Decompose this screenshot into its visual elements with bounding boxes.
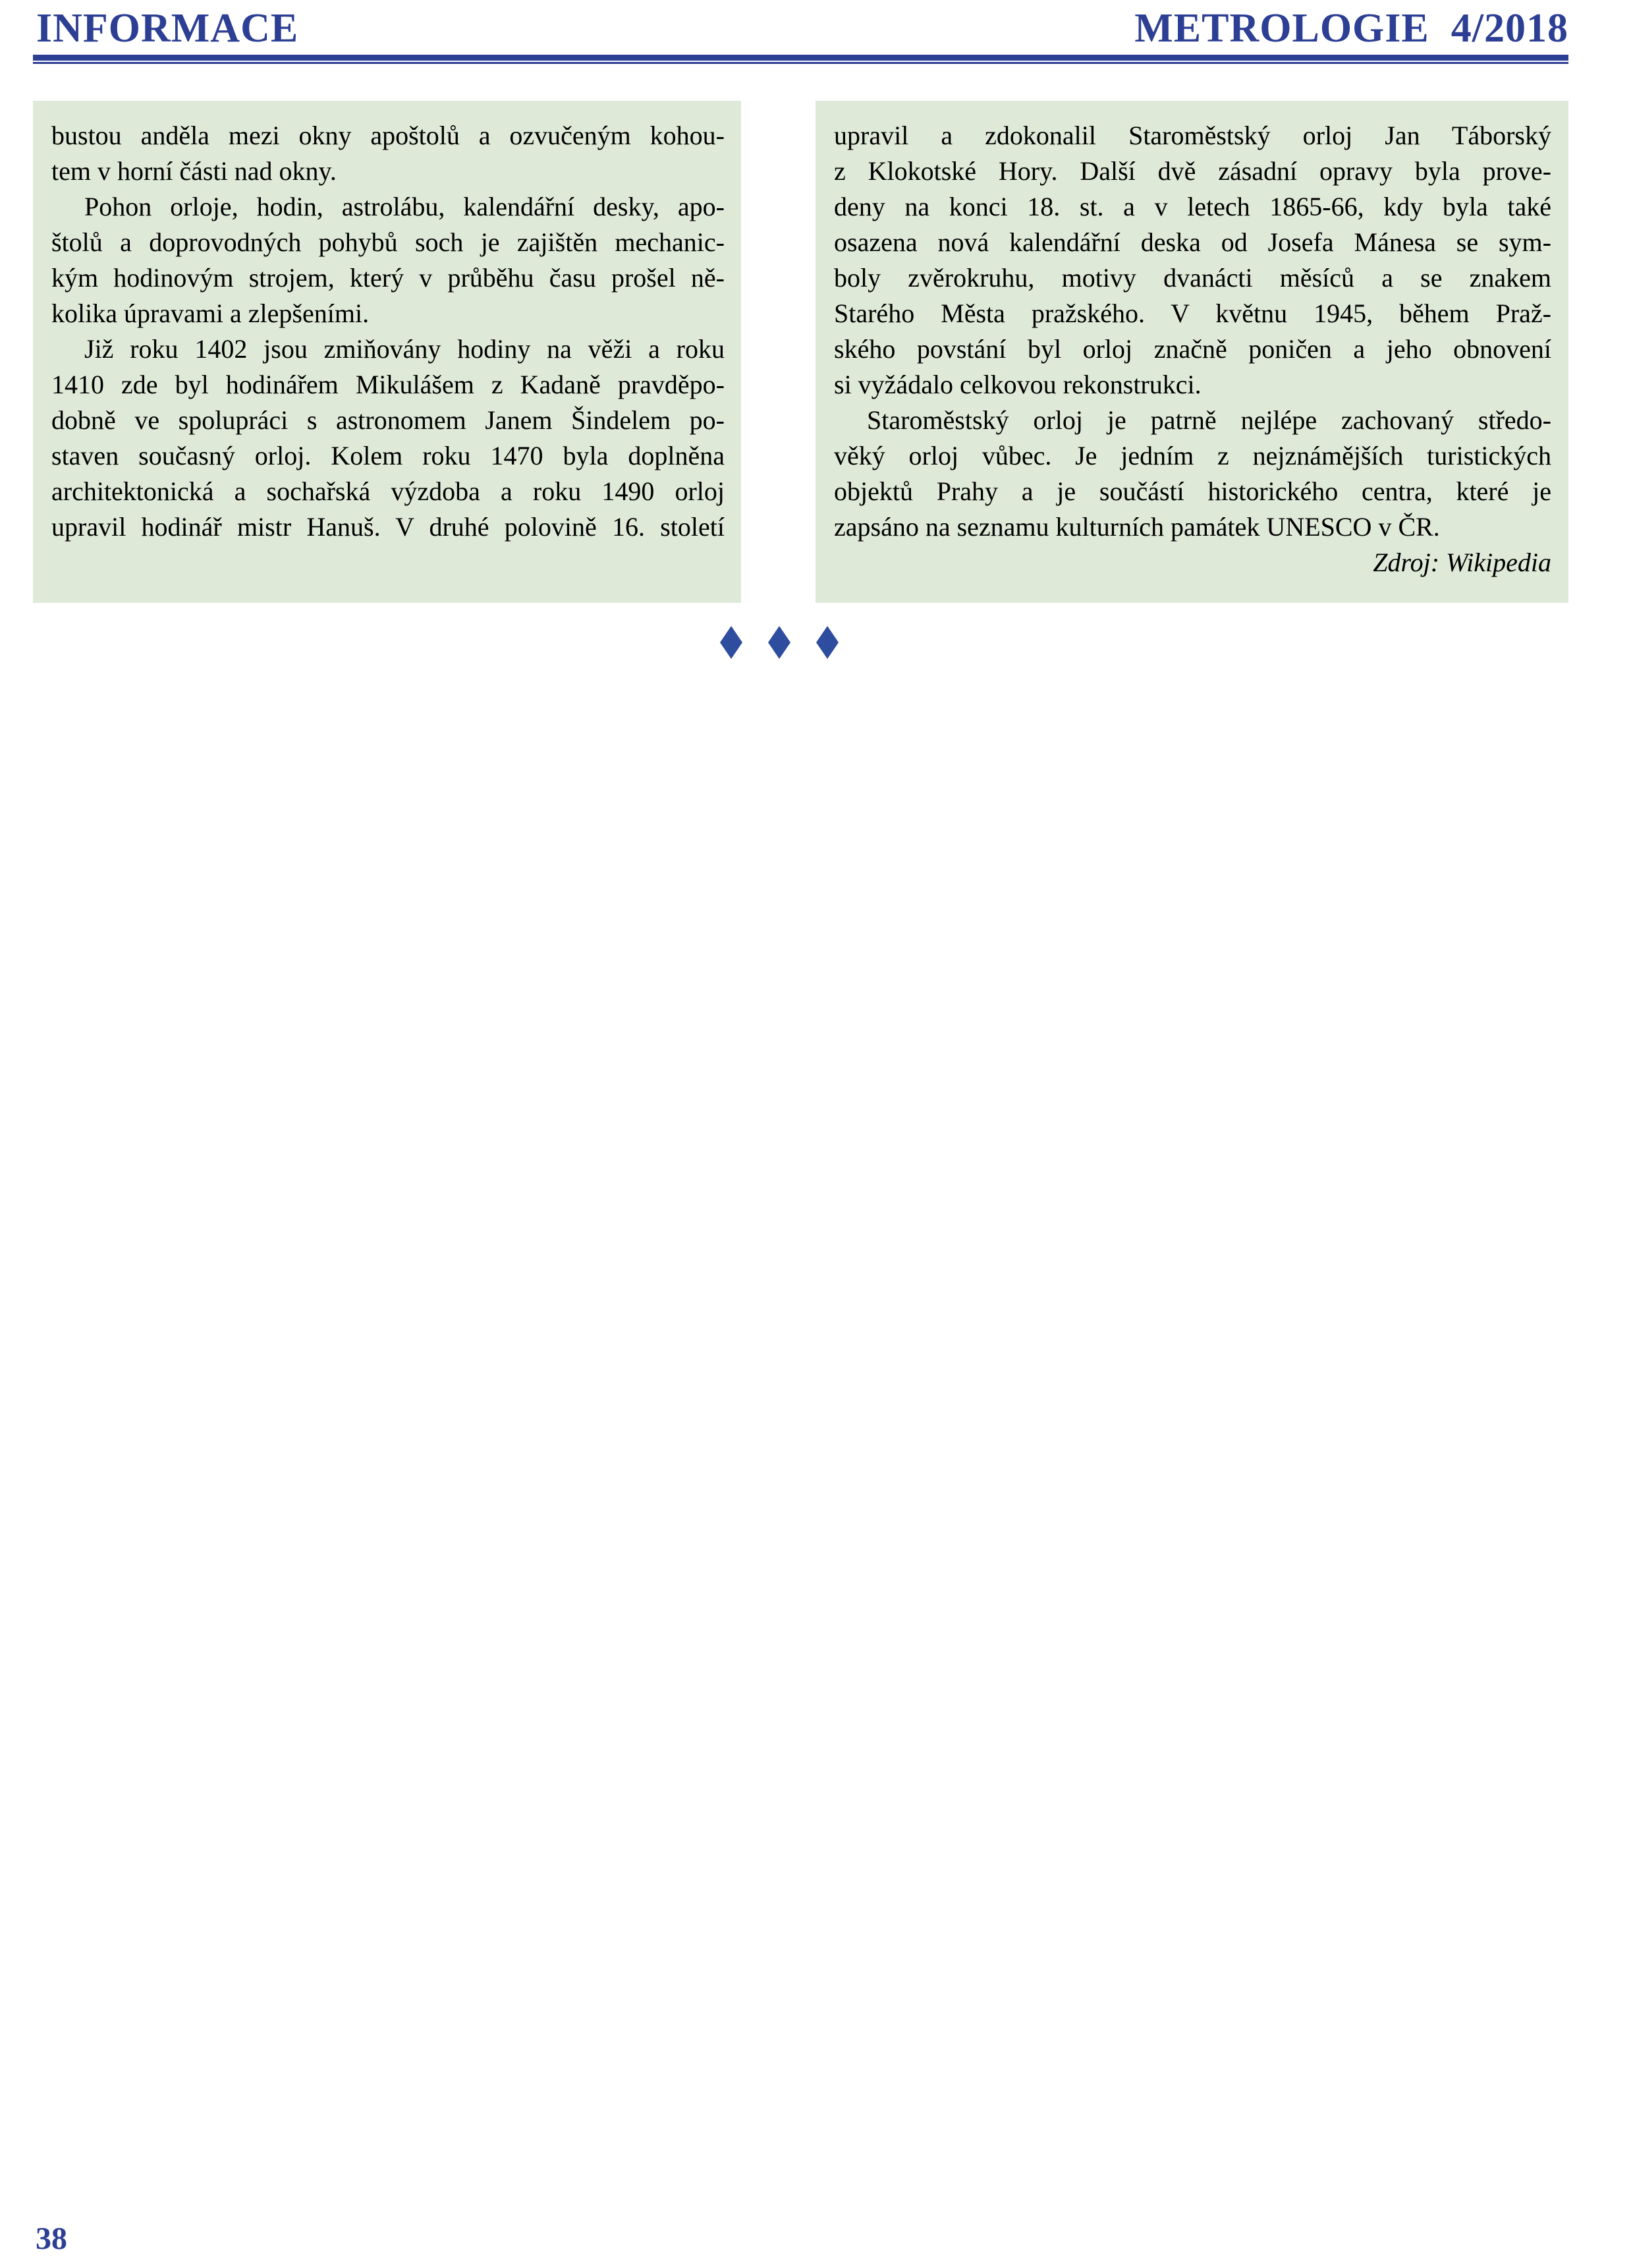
text-line: osazena nová kalendářní deska od Josefa Mánesa se sym- (834, 227, 1551, 257)
section-separator (720, 626, 839, 659)
right-text-panel (816, 101, 1568, 603)
text-line: dobně ve spolupráci s astronomem Janem Šindelem po- (51, 405, 725, 435)
text-line: si vyžádalo celkovou rekonstrukci. (834, 370, 1202, 399)
text-line: štolů a doprovodných pohybů soch je zajištěn mechanic- (51, 227, 725, 257)
text-line: Starého Města pražského. V květnu 1945, během Praž- (834, 298, 1551, 328)
text-line: architektonická a sochařská výzdoba a roku 1490 orloj (51, 476, 725, 506)
text-line: kolika úpravami a zlepšeními. (51, 298, 370, 328)
diamond-icon (768, 626, 790, 659)
diamond-icon (720, 626, 742, 659)
text-line: z Klokotské Hory. Další dvě zásadní opravy byla prove- (834, 156, 1551, 186)
text-line: Pohon orloje, hodin, astrolábu, kalendářní desky, apo- (84, 192, 725, 221)
header-double-rule (33, 55, 1568, 64)
text-line: kým hodinovým strojem, který v průběhu času prošel ně- (51, 263, 725, 293)
text-line: bustou anděla mezi okny apoštolů a ozvučeným kohou- (51, 121, 725, 150)
text-line: tem v horní části nad okny. (51, 156, 337, 186)
text-line: 1410 zde byl hodinářem Mikulášem z Kadaně pravděpo- (51, 370, 725, 399)
section-title: INFORMACE (36, 6, 299, 51)
text-line: staven současný orloj. Kolem roku 1470 byla doplněna (51, 441, 725, 470)
page-number: 38 (36, 2221, 67, 2256)
left-text-panel (33, 101, 741, 603)
text-line: Již roku 1402 jsou zmiňovány hodiny na věži a roku (84, 334, 725, 364)
text-line: upravil hodinář mistr Hanuš. V druhé polovině 16. století (51, 512, 725, 542)
text-line: ského povstání byl orloj značně poničen a jeho obnovení (834, 334, 1551, 364)
text-line: boly zvěrokruhu, motivy dvanácti měsíců a se znakem (834, 263, 1551, 293)
text-line: deny na konci 18. st. a v letech 1865-66, kdy byla také (834, 192, 1551, 221)
journal-title: METROLOGIE 4/2018 (1134, 6, 1568, 51)
source-credit: Zdroj: Wikipedia (1373, 548, 1551, 577)
text-line: objektů Prahy a je součástí historického centra, které je (834, 476, 1551, 506)
text-line: věký orloj vůbec. Je jedním z nejznámějších turistických (834, 441, 1551, 470)
text-line: upravil a zdokonalil Staroměstský orloj Jan Táborský (834, 121, 1551, 150)
text-line: Staroměstský orloj je patrně nejlépe zachovaný středo- (867, 405, 1551, 435)
text-line: zapsáno na seznamu kulturních památek UNESCO v ČR. (834, 512, 1440, 542)
diamond-icon (816, 626, 839, 659)
